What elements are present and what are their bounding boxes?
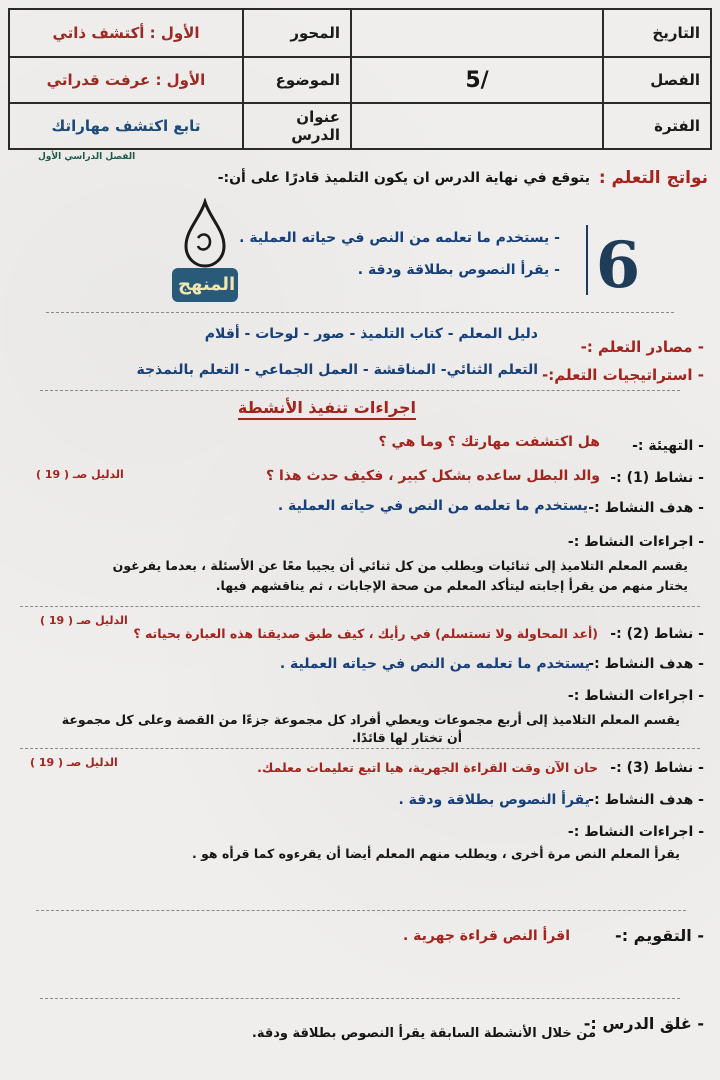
outcomes-title: نواتج التعلم :: [598, 168, 708, 188]
activity1-goal-label: - هدف النشاط :-: [588, 500, 704, 516]
activity3-procedure-label: - اجراءات النشاط :-: [567, 824, 704, 840]
divider-2: [40, 390, 680, 391]
class-label: الفصل: [603, 57, 711, 103]
activity2-procedure-line-1: يقسم المعلم التلاميذ إلى أربع مجموعات ويعطي أفراد كل مجموعة جزءًا من القصة وعلى كل مجموعة: [61, 712, 680, 727]
divider-4: [20, 748, 700, 749]
activity3-question: حان الآن وقت القراءة الجهرية، هيا اتبع تعليمات معلمك.: [257, 760, 598, 775]
lesson-title-value: تابع اكتشف مهاراتك: [9, 103, 243, 149]
activity2-goal-value: يستخدم ما تعلمه من النص في حياته العملية .: [279, 656, 590, 672]
activity2-procedure-line-2: أن تختار لها قائدًا.: [351, 730, 462, 745]
activity2-procedure-label: - اجراءات النشاط :-: [567, 688, 704, 704]
outcomes-intro: يتوقع في نهاية الدرس ان يكون التلميذ قادرًا على أن:-: [217, 170, 590, 186]
outcome-item-2: - يقرأ النصوص بطلاقة ودقة .: [357, 262, 560, 278]
divider-1: [46, 312, 674, 313]
activity3-guide-ref: الدليل صـ ( 19 ): [30, 756, 118, 769]
divider-5: [36, 910, 686, 911]
outcome-item-1: - يستخدم ما تعلمه من النص في حياته العملية .: [239, 230, 560, 246]
activity1-goal-value: يستخدم ما تعلمه من النص في حياته العملية .: [277, 498, 588, 514]
lesson-title-label: عنوان الدرس: [243, 103, 351, 149]
activity1-procedure-line-1: يقسم المعلم التلاميذ إلى ثنائيات ويطلب من كل ثنائي أن يجيبا معًا عن الأسئلة ، بعدما يفرغون: [112, 558, 688, 573]
activity1-procedure-line-2: يختار منهم من يقرأ إجابته ليتأكد المعلم من صحة الإجابات ، ثم يناقشهم فيها.: [215, 578, 688, 593]
closing-label: - غلق الدرس :-: [583, 1014, 704, 1033]
date-label: التاريخ: [603, 9, 711, 57]
curriculum-logo: [160, 198, 250, 310]
procedures-title: اجراءات تنفيذ الأنشطة: [238, 398, 416, 420]
warmup-value: هل اكتشفت مهارتك ؟ وما هي ؟: [378, 434, 600, 450]
activity1-guide-ref: الدليل صـ ( 19 ): [36, 468, 124, 481]
activity2-guide-ref: الدليل صـ ( 19 ): [40, 614, 128, 627]
divider-6: [40, 998, 680, 999]
outcomes-count-number: 6: [595, 228, 641, 303]
strategies-label: - استراتيجيات التعلم:-: [541, 366, 704, 384]
activity1-label: - نشاط (1) :-: [610, 470, 704, 486]
period-label: الفترة: [603, 103, 711, 149]
axis-value: الأول : أكتشف ذاتي: [9, 9, 243, 57]
sources-value: دليل المعلم - كتاب التلميذ - صور - لوحات - أقلام: [204, 326, 538, 342]
closing-value: من خلال الأنشطة السابقة يقرأ النصوص بطلاقة ودقة.: [251, 1026, 596, 1041]
outcomes-divider: [586, 225, 588, 295]
activity3-goal-value: يقرأ النصوص بطلاقة ودقة .: [398, 792, 590, 808]
date-value: [351, 9, 603, 57]
activity2-question: (أعد المحاولة ولا تستسلم) في رأيك ، كيف طبق صديقنا هذه العبارة بحياته ؟: [133, 626, 598, 641]
warmup-label: - التهيئة :-: [632, 438, 704, 454]
divider-3: [20, 606, 700, 607]
term-note: الفصل الدراسي الأول: [38, 152, 136, 162]
topic-label: الموضوع: [243, 57, 351, 103]
strategies-value: التعلم الثنائي- المناقشة - العمل الجماعي - التعلم بالنمذجة: [136, 362, 538, 378]
logo-text: المنهج: [178, 274, 236, 295]
activity3-procedure-line-1: يقرأ المعلم النص مرة أخرى ، ويطلب منهم المعلم أيضا أن يقرءوه كما قرأه هو .: [191, 846, 680, 861]
header-table: [8, 8, 712, 150]
activity3-label: - نشاط (3) :-: [610, 760, 704, 776]
sources-label: - مصادر التعلم :-: [580, 338, 704, 356]
activity3-goal-label: - هدف النشاط :-: [588, 792, 704, 808]
activity1-question: والد البطل ساعده بشكل كبير ، فكيف حدث هذا ؟: [266, 468, 600, 484]
axis-label: المحور: [243, 9, 351, 57]
activity1-procedure-label: - اجراءات النشاط :-: [567, 534, 704, 550]
topic-value: الأول : عرفت قدراتي: [9, 57, 243, 103]
class-value: /5: [351, 57, 603, 103]
evaluation-label: - التقويم :-: [615, 926, 704, 945]
activity2-label: - نشاط (2) :-: [610, 626, 704, 642]
period-value: [351, 103, 603, 149]
activity2-goal-label: - هدف النشاط :-: [588, 656, 704, 672]
evaluation-value: اقرأ النص قراءة جهرية .: [402, 928, 570, 944]
